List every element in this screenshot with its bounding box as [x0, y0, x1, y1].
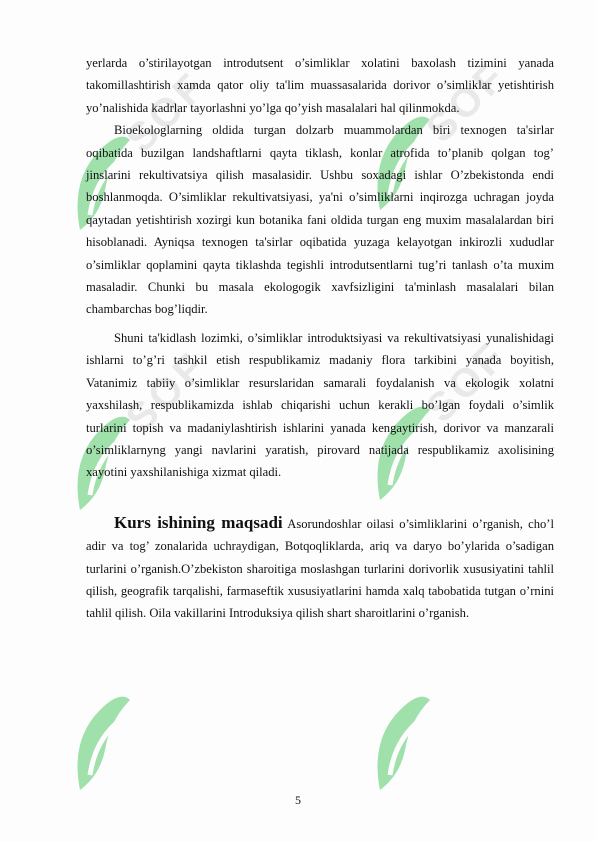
watermark-text: SOF: [417, 333, 516, 432]
page-number: 5: [295, 793, 301, 807]
section-paragraph: [86, 512, 554, 625]
watermark-text: SOF: [417, 53, 516, 152]
watermark-text: SOF: [117, 343, 216, 442]
watermark-logo-icon: [60, 680, 140, 800]
section-heading: Kurs ishining maqsadi: [114, 512, 283, 532]
paragraph-3: Shuni ta'kidlash lozimki, o’simliklar introduktsiyasi va rekultivatsiyasi yunalishidagi ishlarni to’g’ri tashkil etish respublikamiz madaniy flora tarkibini yanada boyitish, Vatanimiz tabiiy o’simliklar resurslaridan samarali foydalanish va ekologik xolatni yaxshilash, respublikamizda ishlab chiqarishi uchun kerakli bo’lgan foydali o’simlik turlarini topish va madaniylashtirish ishlarini yanada kengaytirish, dorivor va manzarali o’simliklarnyng yangi navlarini yaratish, pirovard natijada respublikamiz axolisining xayotini yaxshilanishiga xizmat qiladi.: [86, 330, 554, 480]
document-body: [86, 52, 554, 625]
paragraph-1: yerlarda o’stirilayotgan introdutsent o’simliklar xolatini baxolash tizimini yanada takomillashtirish xamda qator oliy ta'lim muassasalarida dorivor o’simliklar yetishtirish yo’nalishida kadrlar tayorlashni yo’lga qo’yish masalalari hal qilinmokda.: [86, 56, 554, 115]
paragraph-2: Bioekologlarning oldida turgan dolzarb muammolardan biri texnogen ta'sirlar oqibatida buzilgan landshaftlarni qayta tiklash, konlar atrofida to’planib qolgan tog’ jinslarini rekultivatsiya qilish masalasidir. Ushbu soxadagi ishlar O’zbekistonda endi boshlanmoqda. O’simliklar rekultivatsiyasi, ya'ni o’simliklarni inqirozga uchragan joyda qaytadan yetishtirish xozirgi kun botanika fani oldida turgan eng muxim masalalardan biri hisoblanadi. Ayniqsa texnogen ta'sirlar oqibatida yuzaga kelayotgan inkirozli xududlar o’simliklar qoplamini qayta tiklashda tegishli introdutsentlarni tug’ri tanlash o’ta muxim masaladir. Chunki bu masala ekologogik xavfsizligini ta'minlash masalalari bilan chambarchas bog’liqdir.: [86, 123, 554, 317]
section-text: Asorundoshlar oilasi o’simliklarini o’rganish, cho’l adir va tog’ zonalarida uchraydigan, Botqoqliklarda, ariq va daryo bo’ylarida o’sadigan turlarini o’rganish.O’zbekiston sharoitiga moslashgan turlarini dorivorlik xususiyatini tahlil qilish, geografik tarqalishi, farmaseftik xususiyatlarini hamda xalq tabobatida tutgan o’rnini tahlil qilish. Oila vakillarini Introduksiya qilish shart sharoitlarini o’rganish.: [86, 516, 554, 621]
watermark-logo-icon: [360, 680, 440, 800]
watermark-text: SOF: [117, 63, 216, 162]
